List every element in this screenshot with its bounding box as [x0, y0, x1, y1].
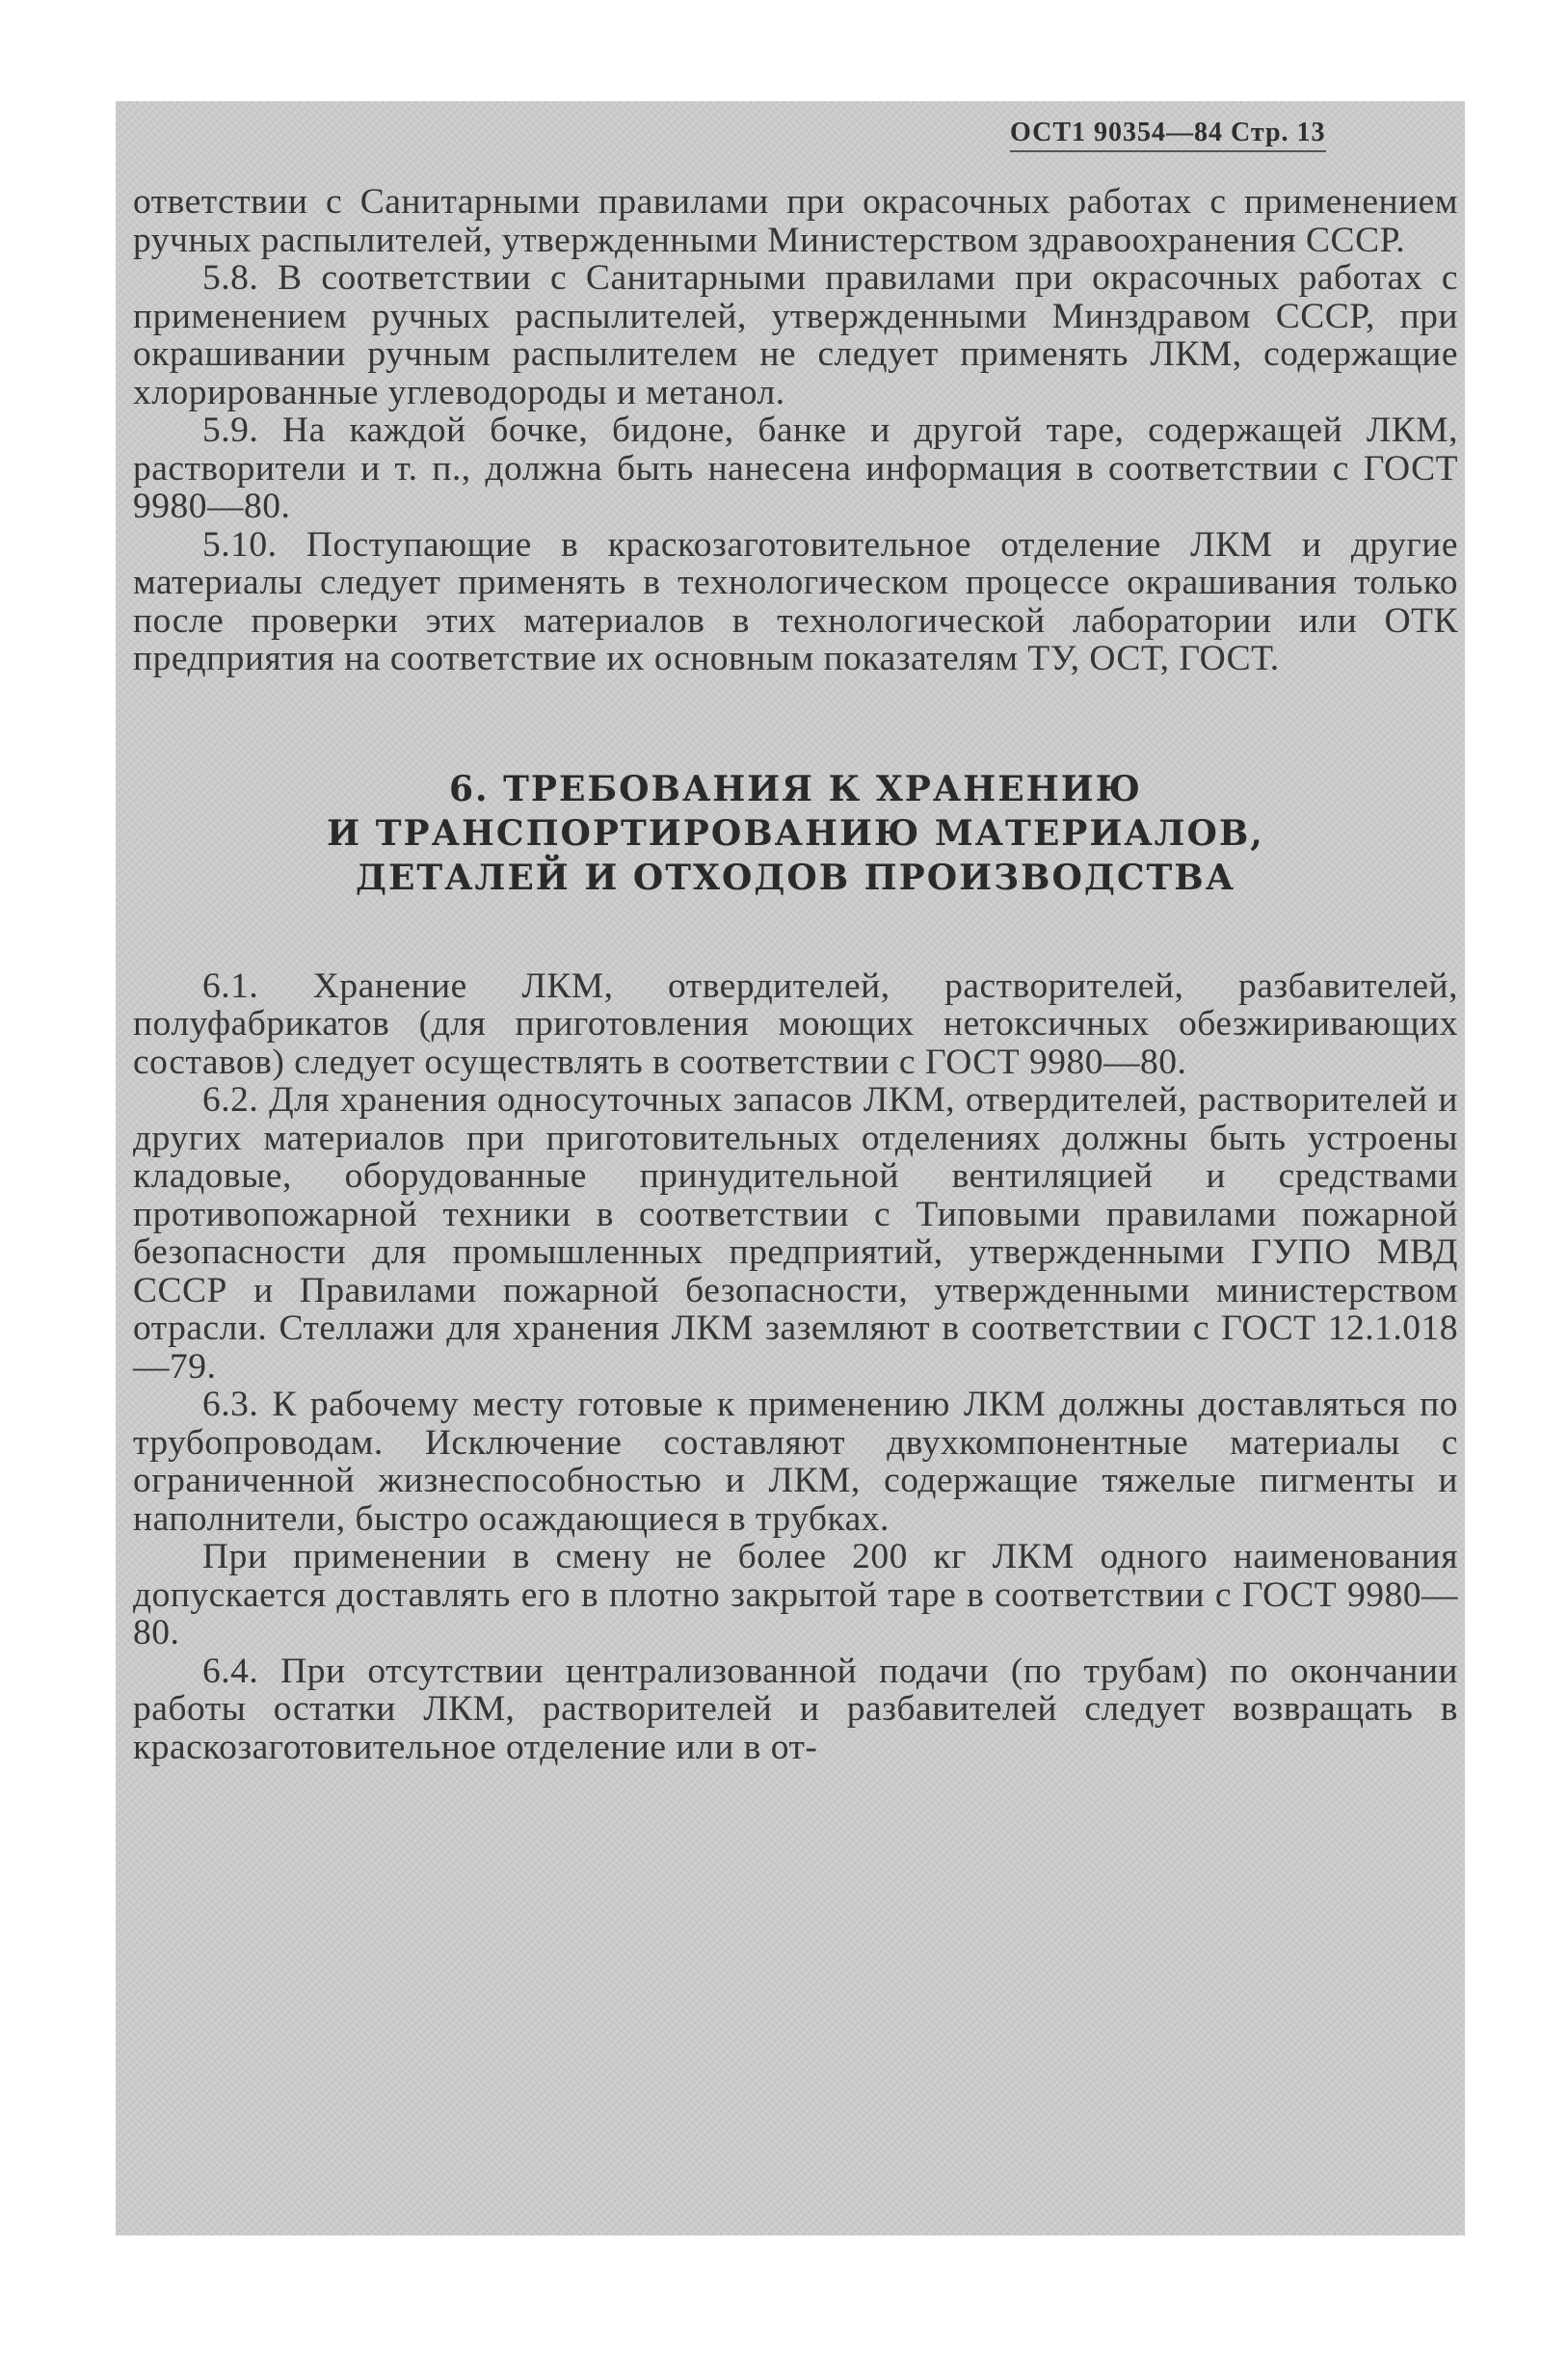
document-body — [133, 183, 1458, 1766]
section-6-heading-line-1: 6. ТРЕБОВАНИЯ К ХРАНЕНИЮ — [448, 768, 1142, 809]
paragraph-5-8: 5.8. В соответствии с Санитарными правилами при окрасочных работах с применением ручных распылителей, утвержденными Минздравом СССР, при окрашивании ручным распылителем не следует применять ЛКМ, содержащие хлорированные углеводороды и метанол. — [133, 258, 1458, 412]
section-6-heading — [133, 767, 1458, 900]
paragraph-5-10: 5.10. Поступающие в краскозаготовительное отделение ЛКМ и другие материалы следует применять в технологическом процессе окрашивания только после проверки этих материалов в технологической лаборатории или ОТК предприятия на соответствие их основным показателям ТУ, ОСТ, ГОСТ. — [133, 524, 1458, 678]
section-6-heading-line-2: И ТРАНСПОРТИРОВАНИЮ МАТЕРИАЛОВ, — [327, 812, 1264, 854]
paragraph-6-2: 6.2. Для хранения односуточных запасов ЛКМ, отвердителей, растворителей и других материалов при приготовительных отделениях должны быть устроены кладовые, оборудованные принудительной вентиляцией и средствами противопожарной техники в соответствии с Типовыми правилами пожарной безопасности для промышленных предприятий, утвержденными ГУПО МВД СССР и Правилами пожарной безопасности, утвержденными министерством отрасли. Стеллажи для хранения ЛКМ заземляют в соответствии с ГОСТ 12.1.018—79. — [133, 1080, 1458, 1387]
paragraph-6-1: 6.1. Хранение ЛКМ, отвердителей, растворителей, разбавителей, полуфабрикатов (для приготовления моющих нетоксичных обезжиривающих составов) следует осуществлять в соответствии с ГОСТ 9980—80. — [133, 965, 1458, 1082]
paragraph-continuation: ответствии с Санитарными правилами при окрасочных работах с применением ручных распылителей, утвержденными Министерством здравоохранения СССР. — [133, 182, 1458, 260]
paragraph-6-4: 6.4. При отсутствии централизованной подачи (по трубам) по окончании работы остатки ЛКМ, растворителей и разбавителей следует возвращать в краскозаготовительное отделение или в от- — [133, 1651, 1458, 1767]
paragraph-5-9: 5.9. На каждой бочке, бидоне, банке и другой таре, содержащей ЛКМ, растворители и т. п., должна быть нанесена информация в соответствии с ГОСТ 9980—80. — [133, 410, 1458, 526]
section-6-heading-line-3: ДЕТАЛЕЙ И ОТХОДОВ ПРОИЗВОДСТВА — [355, 857, 1236, 898]
paragraph-6-3-continued: При применении в смену не более 200 кг ЛКМ одного наименования допускается доставлять его в плотно закрытой таре в соответствии с ГОСТ 9980—80. — [133, 1537, 1458, 1653]
running-header: ОСТ1 90354—84 Стр. 13 — [1010, 118, 1326, 152]
paragraph-6-3: 6.3. К рабочему месту готовые к применению ЛКМ должны доставляться по трубопроводам. Исключение составляют двухкомпонентные материалы с ограниченной жизнеспособностью и ЛКМ, содержащие тяжелые пигменты и наполнители, быстро осаждающиеся в трубках. — [133, 1385, 1458, 1539]
